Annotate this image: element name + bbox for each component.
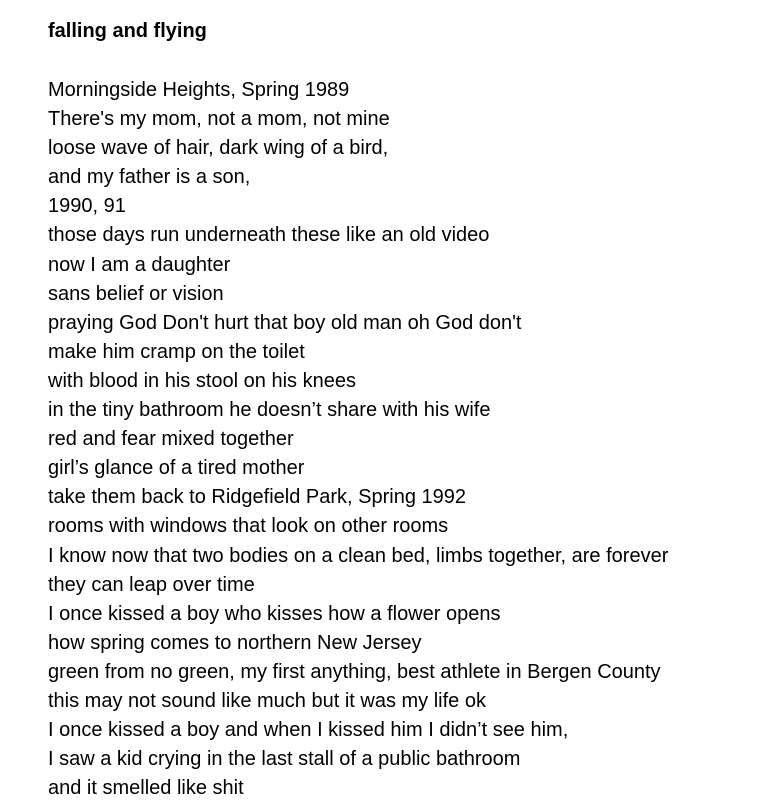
poem-line: girl’s glance of a tired mother [48, 457, 305, 480]
poem-line: loose wave of hair, dark wing of a bird, [48, 137, 389, 160]
poem-line: praying God Don't hurt that boy old man oh God don't [48, 311, 522, 334]
poem-line: sans belief or vision [48, 282, 224, 305]
poem-line: I know now that two bodies on a clean bed, limbs together, are forever [48, 544, 669, 567]
poem-line: green from no green, my first anything, best athlete in Bergen County [48, 660, 661, 683]
poem-line: red and fear mixed together [48, 428, 294, 451]
poem-line: make him cramp on the toilet [48, 340, 305, 363]
poem-line: in the tiny bathroom he doesn’t share with his wife [48, 399, 491, 422]
poem-line: this may not sound like much but it was my life ok [48, 689, 486, 712]
poem-title: falling and flying [48, 20, 207, 42]
poem-line: they can leap over time [48, 573, 255, 596]
poem-body [48, 76, 768, 803]
poem-line: and it smelled like shit [48, 777, 244, 800]
poem-line: and my father is a son, [48, 166, 251, 189]
poem-line: 1990, 91 [48, 195, 126, 218]
poem-line: take them back to Ridgefield Park, Spring 1992 [48, 486, 467, 509]
poem-line: those days run underneath these like an old video [48, 224, 490, 247]
poem-line: rooms with windows that look on other rooms [48, 515, 449, 538]
poem-line: I saw a kid crying in the last stall of a public bathroom [48, 748, 521, 771]
poem-line: Morningside Heights, Spring 1989 [48, 79, 350, 101]
title-spacer [48, 44, 768, 76]
document-body [48, 18, 768, 803]
poem-line: There's my mom, not a mom, not mine [48, 108, 390, 131]
poem-line: now I am a daughter [48, 253, 231, 276]
poem-line: I once kissed a boy who kisses how a flower opens [48, 602, 501, 625]
poem-line: how spring comes to northern New Jersey [48, 631, 422, 654]
poem-line: with blood in his stool on his knees [48, 369, 356, 392]
poem-line: I once kissed a boy and when I kissed him I didn’t see him, [48, 719, 569, 742]
